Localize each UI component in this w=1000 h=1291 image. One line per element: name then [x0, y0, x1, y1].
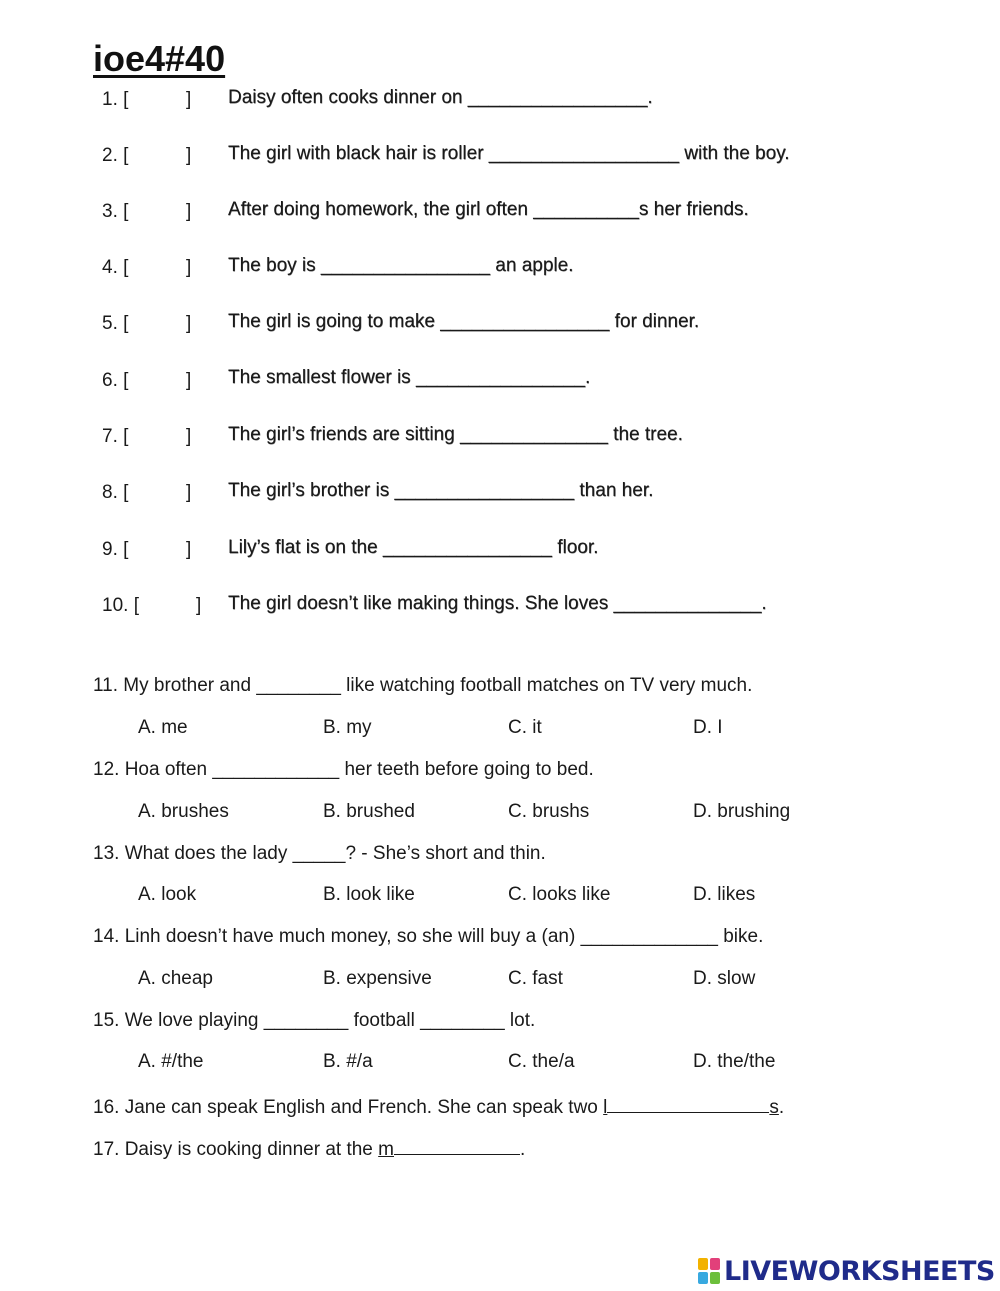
option-a[interactable]: A. look	[138, 884, 197, 905]
item-number: 8. [	[102, 482, 129, 503]
option-b[interactable]: B. #/a	[323, 1051, 373, 1072]
option-c[interactable]: C. fast	[508, 968, 563, 989]
statement-text: The smallest flower is ________________.	[228, 367, 591, 388]
bracket-close: ]	[186, 539, 192, 560]
statement-text: Daisy often cooks dinner on _________________.	[228, 87, 653, 108]
option-c[interactable]: C. it	[508, 717, 542, 738]
question-text: 13. What does the lady _____? - She’s short and thin.	[93, 843, 546, 864]
period: .	[778, 1097, 785, 1118]
question-17	[93, 1136, 525, 1161]
statement-text-after: her friends.	[648, 199, 749, 220]
letter-hint: m	[378, 1139, 394, 1160]
statement-text: The girl doesn’t like making things. She loves ______________.	[228, 593, 767, 614]
statement-text: The girl’s brother is _________________ than her.	[228, 480, 654, 501]
question-text: 15. We love playing ________ football ________ lot.	[93, 1010, 536, 1031]
logo-blocks-icon	[698, 1258, 720, 1284]
item-number: 1. [	[102, 89, 129, 110]
option-d[interactable]: D. likes	[693, 884, 756, 905]
item-number: 3. [	[102, 201, 129, 222]
bracket-close: ]	[186, 426, 192, 447]
blank-line[interactable]	[607, 1094, 769, 1113]
question-16	[93, 1094, 784, 1119]
option-a[interactable]: A. #/the	[138, 1051, 204, 1072]
question-text: 11. My brother and ________ like watching football matches on TV very much.	[93, 675, 753, 696]
option-b[interactable]: B. my	[323, 717, 372, 738]
option-d[interactable]: D. brushing	[693, 801, 791, 822]
item-number: 9. [	[102, 539, 129, 560]
bracket-close: ]	[186, 370, 192, 391]
statement-text: The girl is going to make ________________ for dinner.	[228, 311, 700, 332]
item-number: 5. [	[102, 313, 129, 334]
option-a[interactable]: A. cheap	[138, 968, 213, 989]
bracket-close: ]	[186, 89, 192, 110]
period: .	[520, 1139, 526, 1160]
option-b[interactable]: B. brushed	[323, 801, 415, 822]
item-number: 10. [	[102, 595, 139, 616]
statement-text: The girl’s friends are sitting ______________ the tree.	[228, 424, 683, 445]
bracket-close: ]	[186, 482, 192, 503]
letter-hint: l	[603, 1097, 608, 1118]
item-number: 7. [	[102, 426, 129, 447]
item-number: 2. [	[102, 145, 129, 166]
worksheet-title: ioe4#40	[93, 38, 226, 79]
statement-text: The boy is ________________ an apple.	[228, 255, 574, 276]
option-d[interactable]: D. the/the	[693, 1051, 776, 1072]
option-b[interactable]: B. look like	[323, 884, 415, 905]
bracket-close: ]	[186, 201, 192, 222]
option-a[interactable]: A. brushes	[138, 801, 229, 822]
option-c[interactable]: C. the/a	[508, 1051, 575, 1072]
statement-blank[interactable]: __________s	[533, 199, 649, 220]
question-text: 12. Hoa often ____________ her teeth before going to bed.	[93, 759, 594, 780]
question-text: 17. Daisy is cooking dinner at the	[93, 1139, 379, 1160]
item-number: 4. [	[102, 257, 129, 278]
bracket-close: ]	[196, 595, 202, 616]
brand-name: LIVEWORKSHEETS	[724, 1255, 995, 1287]
bracket-close: ]	[186, 145, 192, 166]
bracket-close: ]	[186, 257, 192, 278]
option-b[interactable]: B. expensive	[323, 968, 432, 989]
statement-text-before: After doing homework, the girl often	[228, 199, 534, 220]
question-text: 14. Linh doesn’t have much money, so she will buy a (an) _____________ bike.	[93, 926, 764, 947]
question-text: 16. Jane can speak English and French. She can speak two	[93, 1097, 604, 1118]
answer-blank[interactable]	[378, 1139, 520, 1160]
liveworksheets-logo[interactable]	[698, 1256, 995, 1286]
statement-text	[228, 199, 749, 221]
statement-text: Lily’s flat is on the ________________ floor.	[228, 537, 599, 558]
option-a[interactable]: A. me	[138, 717, 188, 738]
answer-blank[interactable]	[603, 1097, 779, 1118]
letter-hint-end: s	[769, 1097, 779, 1118]
option-d[interactable]: D. slow	[693, 968, 756, 989]
option-c[interactable]: C. brushs	[508, 801, 590, 822]
statement-text: The girl with black hair is roller __________________ with the boy.	[228, 143, 790, 164]
item-number: 6. [	[102, 370, 129, 391]
option-c[interactable]: C. looks like	[508, 884, 611, 905]
blank-line[interactable]	[394, 1136, 520, 1155]
option-d[interactable]: D. I	[693, 717, 723, 738]
bracket-close: ]	[186, 313, 192, 334]
